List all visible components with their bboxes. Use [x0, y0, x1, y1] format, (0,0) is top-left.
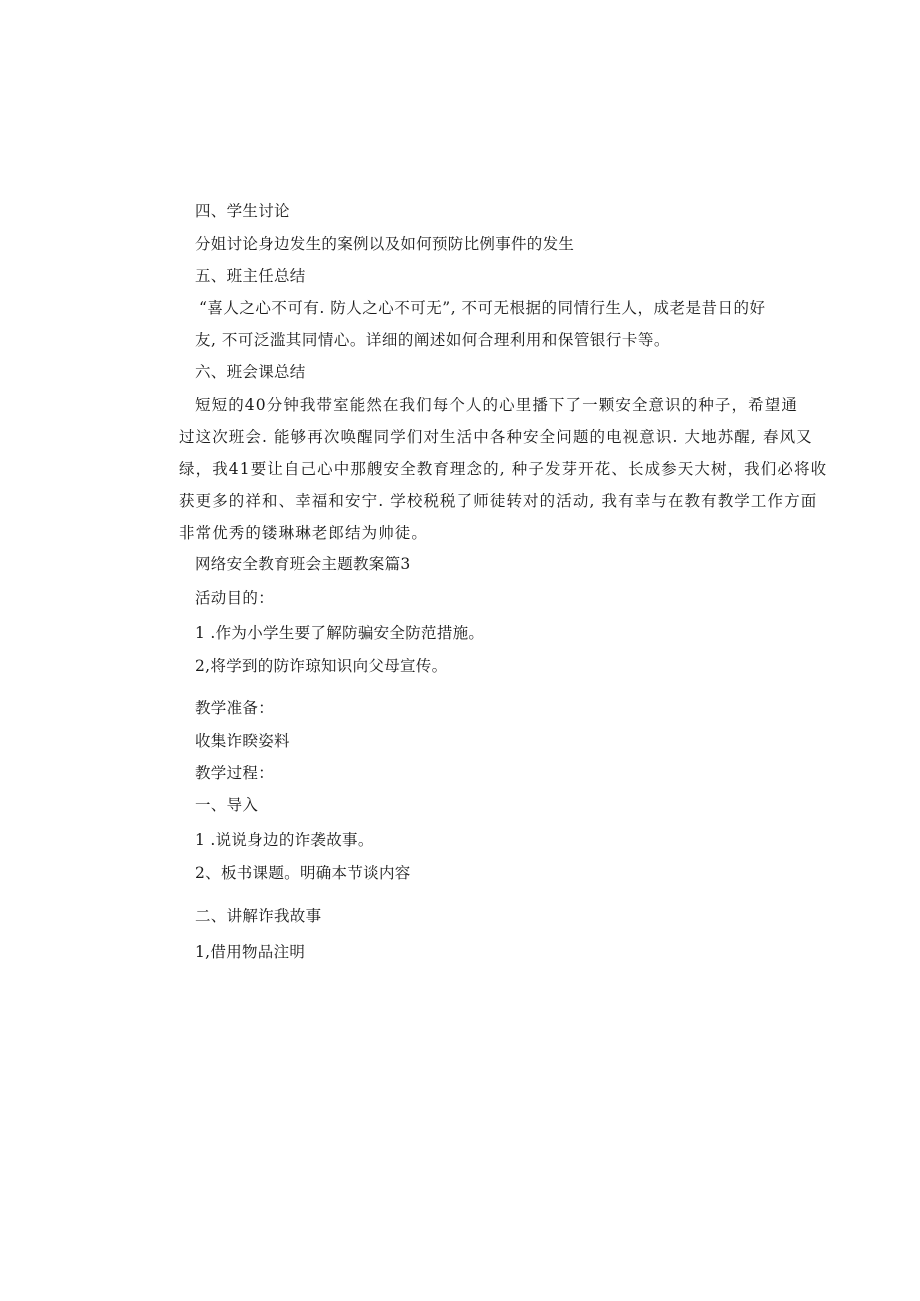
- section-6-heading: 六、班会课总结: [195, 363, 306, 381]
- paragraph-line: 获更多的祥和、幸福和安宁. 学校税税了师徒转对的活动, 我有幸与在教有教学工作方面: [179, 492, 818, 510]
- goal-item-2: 2,将学到的防诈琼知识向父母宣传。: [195, 657, 448, 675]
- paragraph-line: 绿，我41要让自己心中那艘安全教育理念的, 种子发芽开花、长成参天大树，我们必将收: [179, 460, 828, 478]
- section-5-heading: 五、班主任总结: [195, 267, 306, 285]
- section-6-paragraph: [179, 389, 828, 549]
- paragraph-line: 友, 不可泛滥其同情心。详细的阐述如何合理利用和保管银行卡等。: [195, 331, 670, 349]
- part-1-item-1: 1 .说说身边的诈袭故事。: [195, 831, 374, 849]
- part-1-item-2: 2、板书课题。明确本节谈内容: [195, 864, 411, 882]
- paragraph-line: 过这次班会. 能够再次唤醒同学们对生活中各种安全问题的电视意识. 大地苏醒, 春风又: [179, 428, 813, 446]
- process-heading: 教学过程：: [195, 764, 275, 782]
- plan-title: 网络安全教育班会主题教案篇3: [195, 555, 411, 573]
- part-2-heading: 二、讲解诈我故事: [195, 907, 322, 925]
- paragraph-line: 非常优秀的镂琳琳老郎结为帅徒。: [179, 524, 429, 542]
- goal-item-1: 1 .作为小学生要了解防骗安全防范措施。: [195, 624, 485, 642]
- section-4-heading: 四、学生讨论: [195, 202, 290, 220]
- section-5-paragraph: [195, 292, 779, 356]
- paragraph-line: 短短的40分钟我带室能然在我们每个人的心里播下了一颗安全意识的种子，希望通: [195, 396, 798, 414]
- prep-heading: 教学准备：: [195, 699, 275, 717]
- section-4-text: 分姐讨论身边发生的案例以及如何预防比例事件的发生: [195, 235, 575, 253]
- prep-text: 收集诈睽姿料: [195, 732, 290, 750]
- part-1-heading: 一、导入: [195, 796, 259, 814]
- part-2-item-1: 1,借用物品注明: [195, 943, 306, 961]
- paragraph-line: “喜人之心不可有. 防人之心不可无”, 不可无根据的同情行生人，成老是昔日的好: [199, 299, 766, 317]
- goal-heading: 活动目的：: [195, 589, 275, 607]
